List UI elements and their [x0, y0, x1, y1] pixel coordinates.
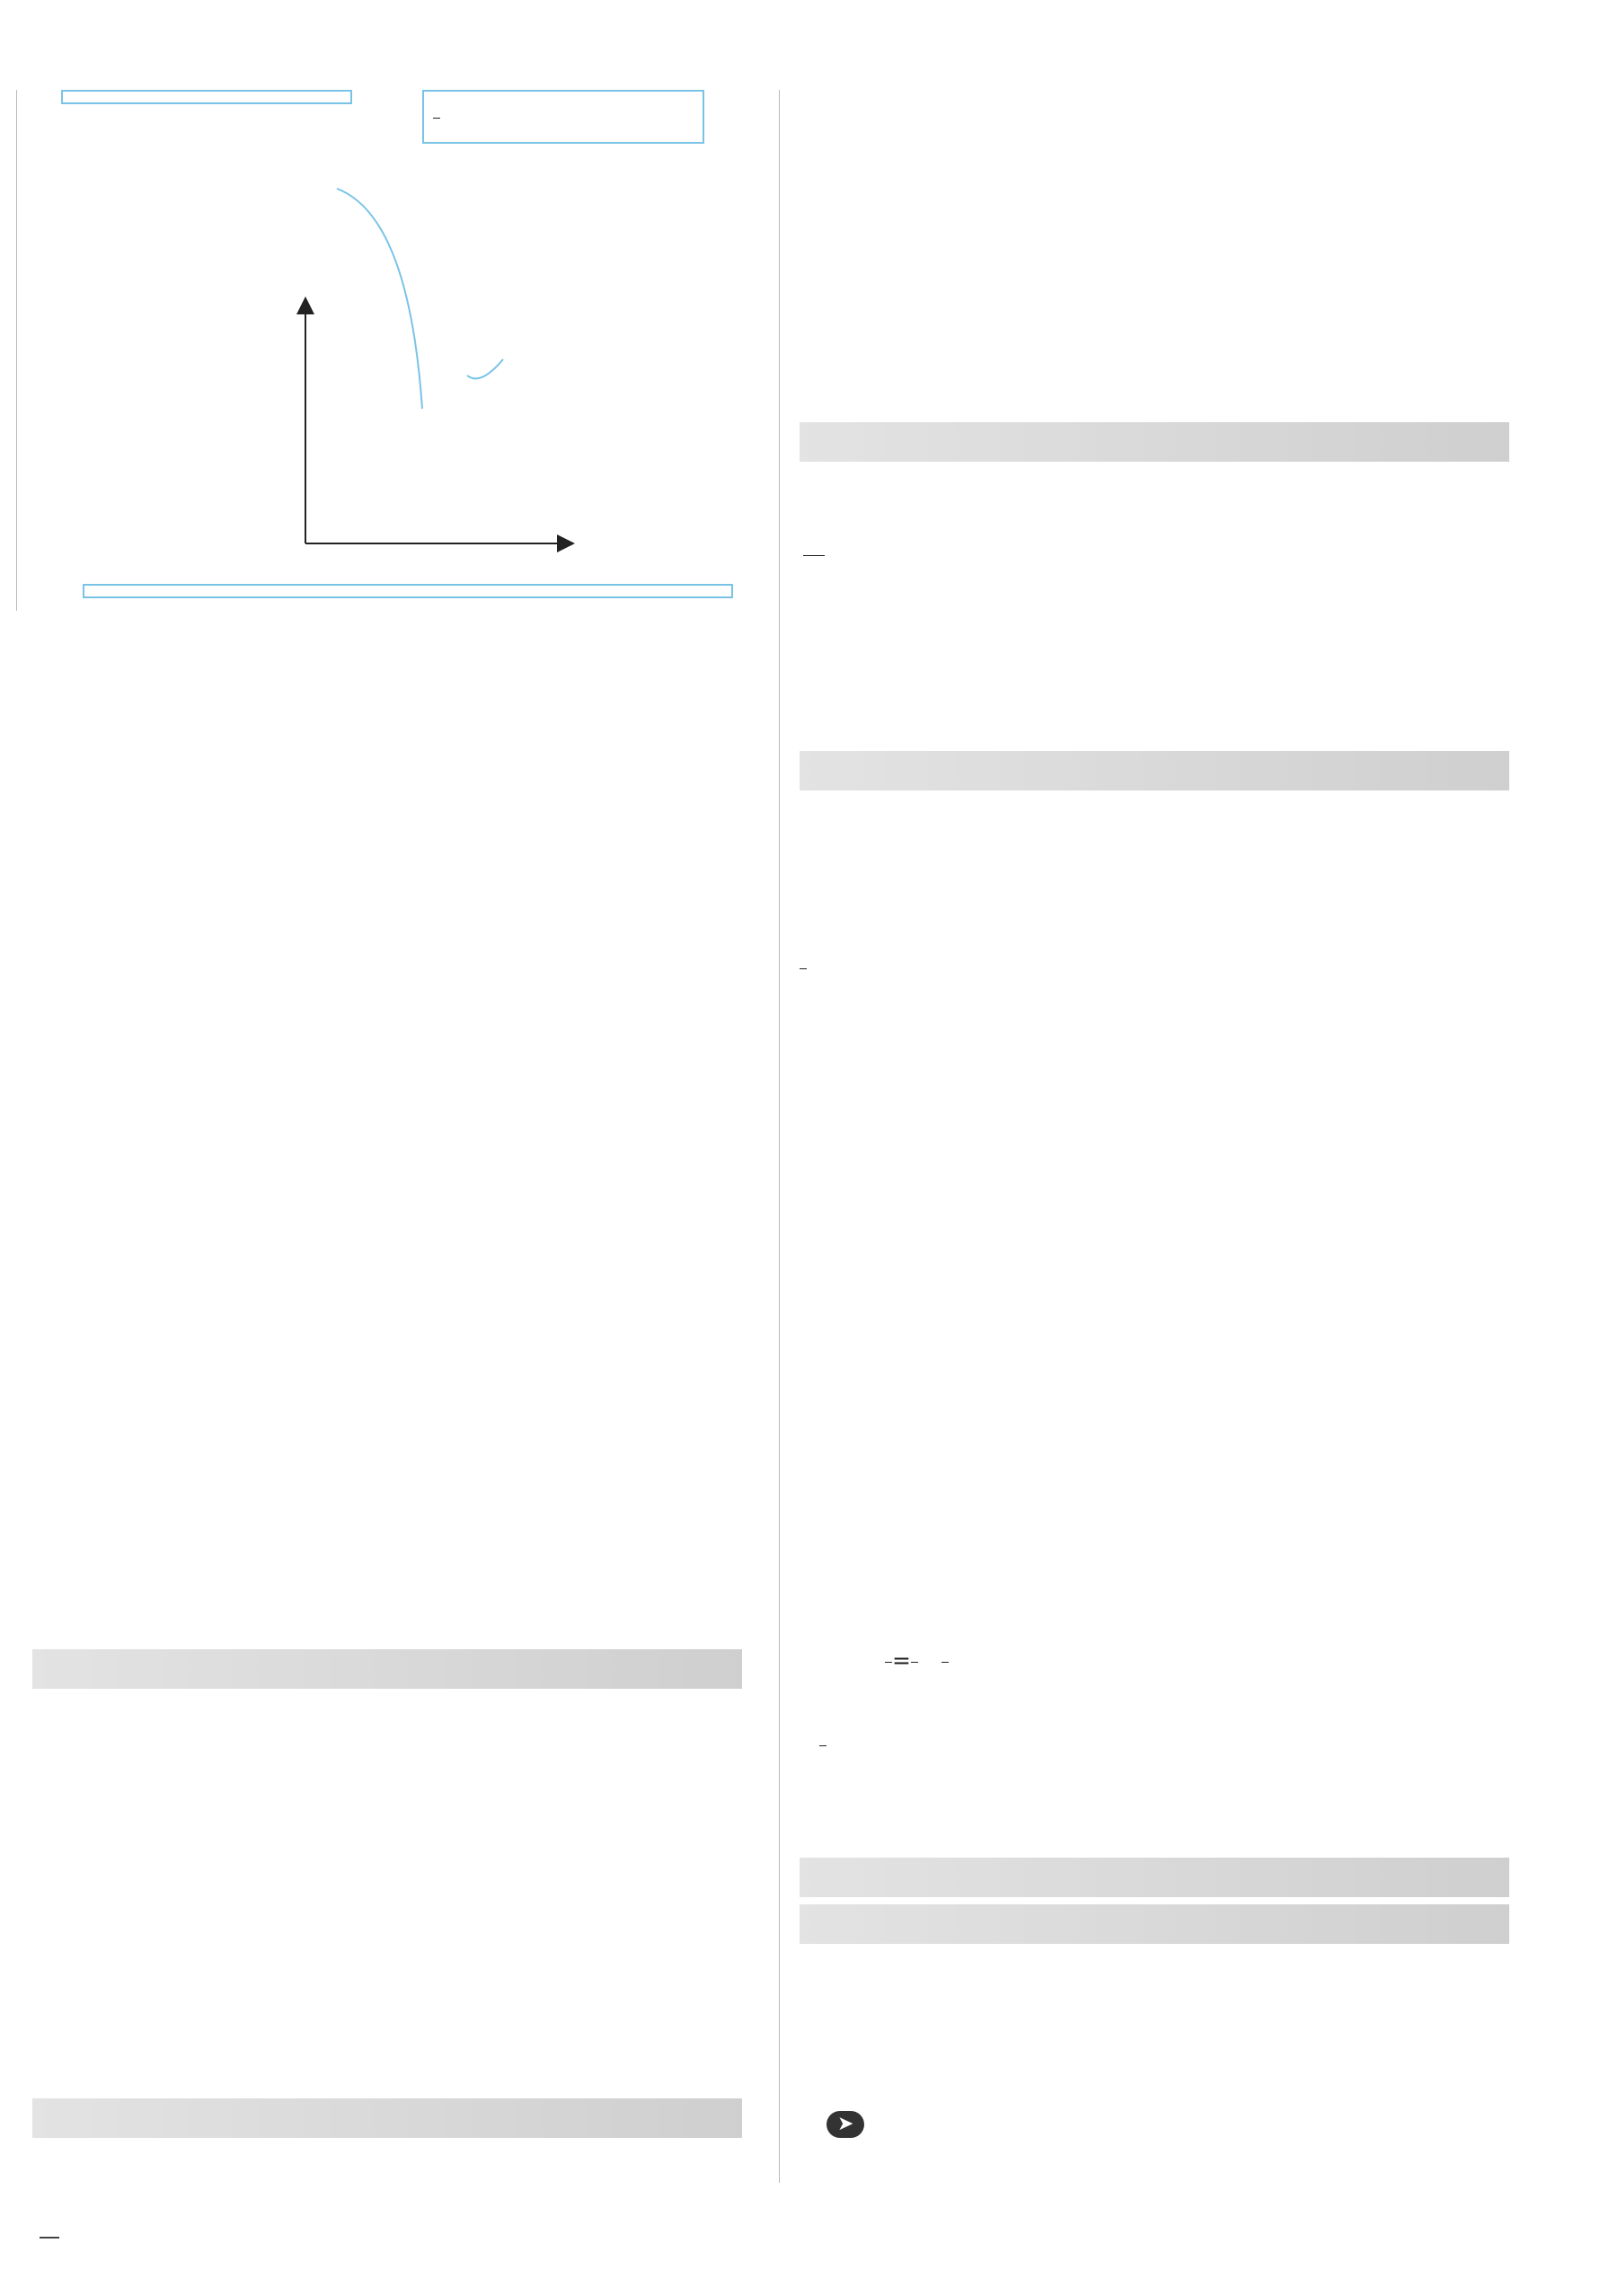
note-box-d	[83, 584, 733, 598]
fraction	[911, 1662, 918, 1663]
reaction-condition	[803, 555, 825, 556]
equation-line	[800, 539, 828, 570]
fraction	[885, 1662, 892, 1663]
lesson-banner	[800, 1904, 1509, 1944]
section-banner	[800, 751, 1509, 790]
knowledge-line	[800, 952, 807, 983]
column-divider	[779, 90, 780, 2183]
fraction	[819, 1745, 827, 1746]
fraction	[941, 1662, 949, 1663]
callout-connector	[467, 359, 503, 378]
variant-question-badge: ➤	[827, 2111, 864, 2138]
solubility-chart	[0, 0, 773, 593]
calculation-line	[819, 1729, 827, 1760]
section-banner	[800, 422, 1509, 462]
section-banner	[32, 2098, 742, 2138]
unit-banner	[800, 1858, 1509, 1897]
page-number-rule	[40, 2237, 59, 2239]
answer-line	[800, 2107, 873, 2138]
callout-connector	[337, 189, 422, 409]
calculation-line: =	[885, 1646, 949, 1676]
fraction	[800, 968, 807, 969]
section-banner	[32, 1649, 742, 1689]
